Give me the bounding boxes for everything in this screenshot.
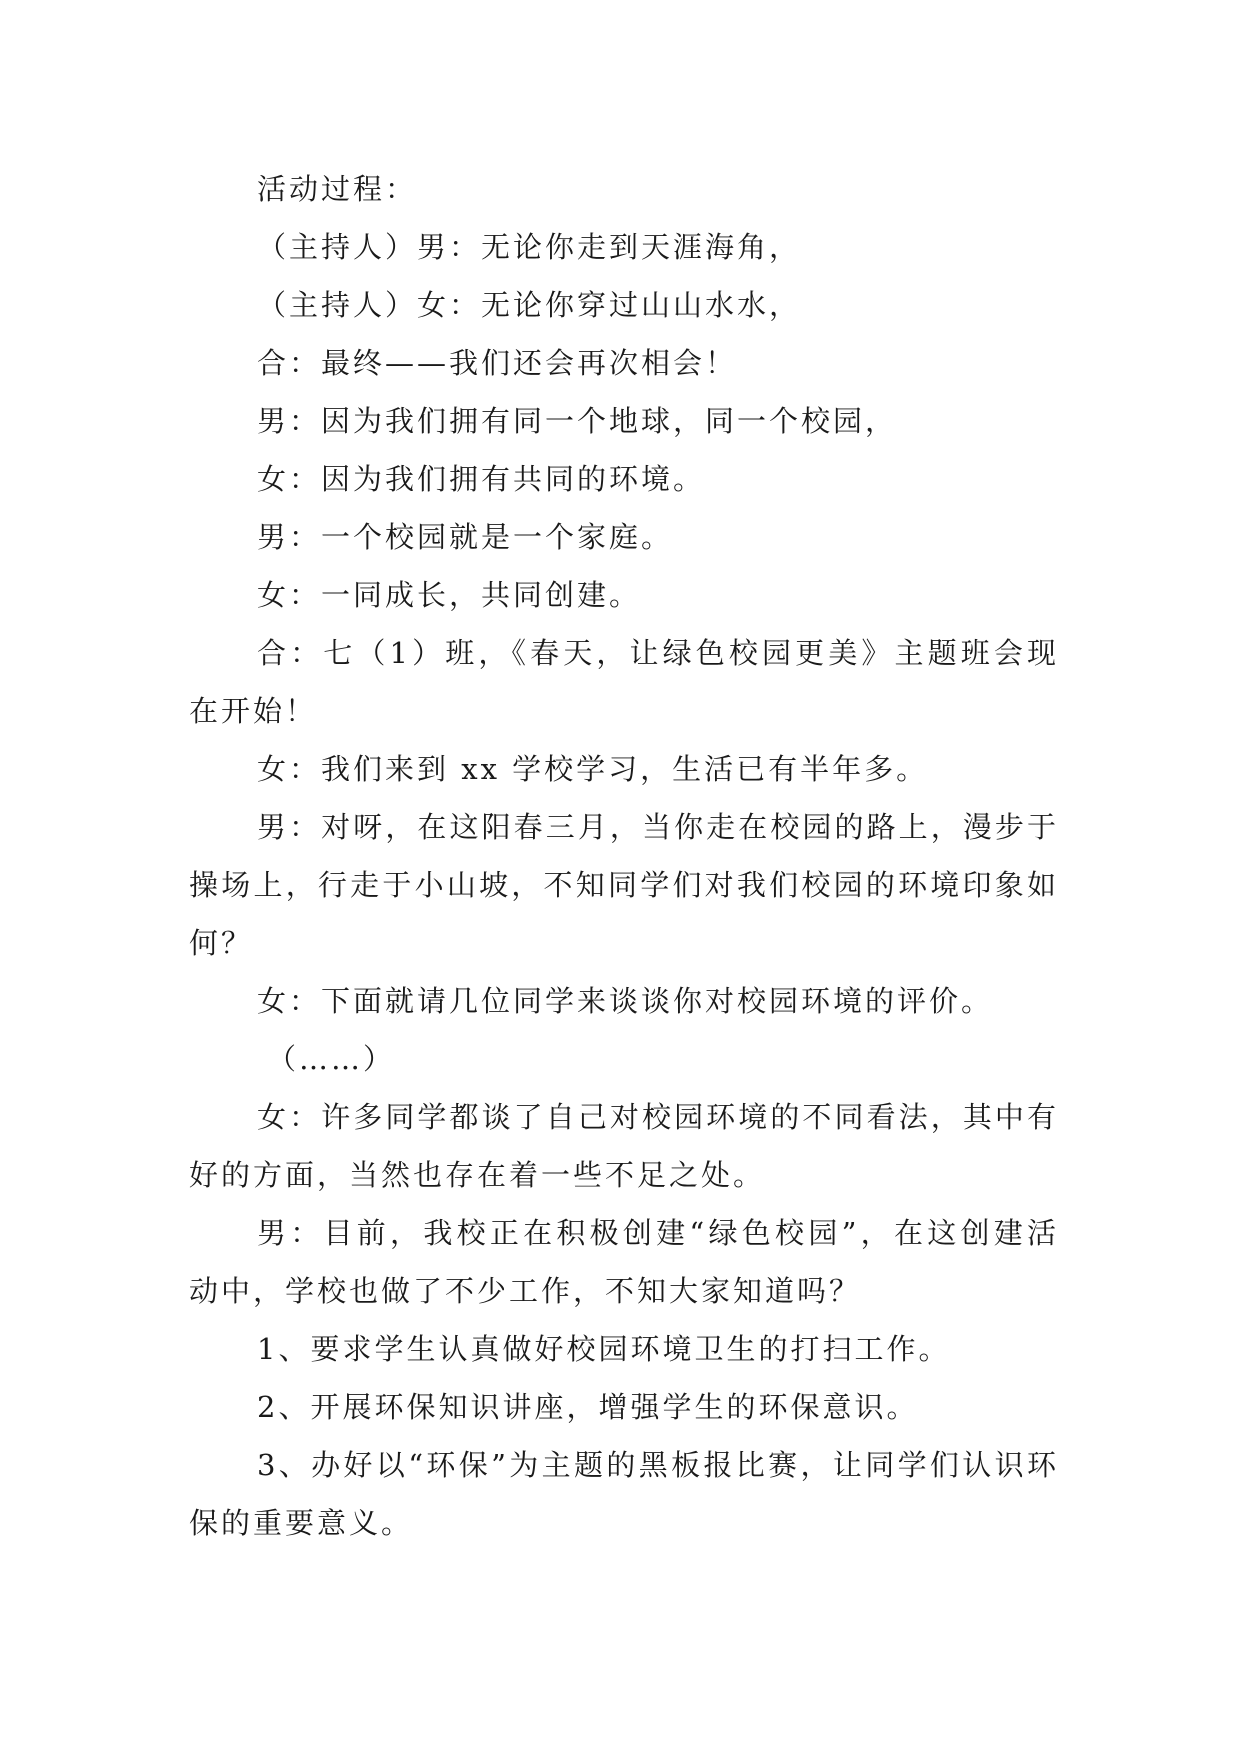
paragraph-female-5: 女：下面就请几位同学来谈谈你对校园环境的评价。 [257, 984, 994, 1018]
paragraph-male-3: 男：一个校园就是一个家庭。 [257, 520, 674, 554]
list-item-2: 2、开展环保知识讲座，增强学生的环保意识。 [257, 1390, 919, 1424]
paragraph-female-6: 女：许多同学都谈了自己对校园环境的不同看法，其中有好的方面，当然也存在着一些不足之处。 [189, 1100, 1059, 1192]
paragraph-host-male-1: （主持人）男：无论你走到天涯海角， [257, 230, 802, 264]
list-item-3: 3、办好以“环保”为主题的黑板报比赛，让同学们认识环保的重要意义。 [189, 1448, 1059, 1540]
paragraph-activity-process: 活动过程： [257, 172, 418, 206]
paragraph-host-female-1: （主持人）女：无论你穿过山山水水， [257, 288, 802, 322]
paragraph-female-4: 女：我们来到 xx 学校学习，生活已有半年多。 [257, 752, 929, 786]
paragraph-male-5: 男：目前，我校正在积极创建“绿色校园”，在这创建活动中，学校也做了不少工作，不知大家知道吗？ [189, 1216, 1059, 1308]
paragraph-ellipsis: （……） [267, 1042, 396, 1076]
paragraph-female-2: 女：因为我们拥有共同的环境。 [257, 462, 706, 496]
paragraph-male-4: 男：对呀，在这阳春三月，当你走在校园的路上，漫步于操场上，行走于小山坡，不知同学们对我们校园的环境印象如何？ [189, 810, 1059, 960]
paragraph-together-2: 合：七（1）班，《春天，让绿色校园更美》主题班会现在开始！ [189, 636, 1059, 728]
document-body [189, 160, 1059, 1552]
paragraph-male-2: 男：因为我们拥有同一个地球，同一个校园， [257, 404, 898, 438]
paragraph-female-3: 女：一同成长，共同创建。 [257, 578, 642, 612]
paragraph-together-1: 合：最终——我们还会再次相会！ [257, 346, 738, 380]
list-item-1: 1、要求学生认真做好校园环境卫生的打扫工作。 [257, 1332, 951, 1366]
